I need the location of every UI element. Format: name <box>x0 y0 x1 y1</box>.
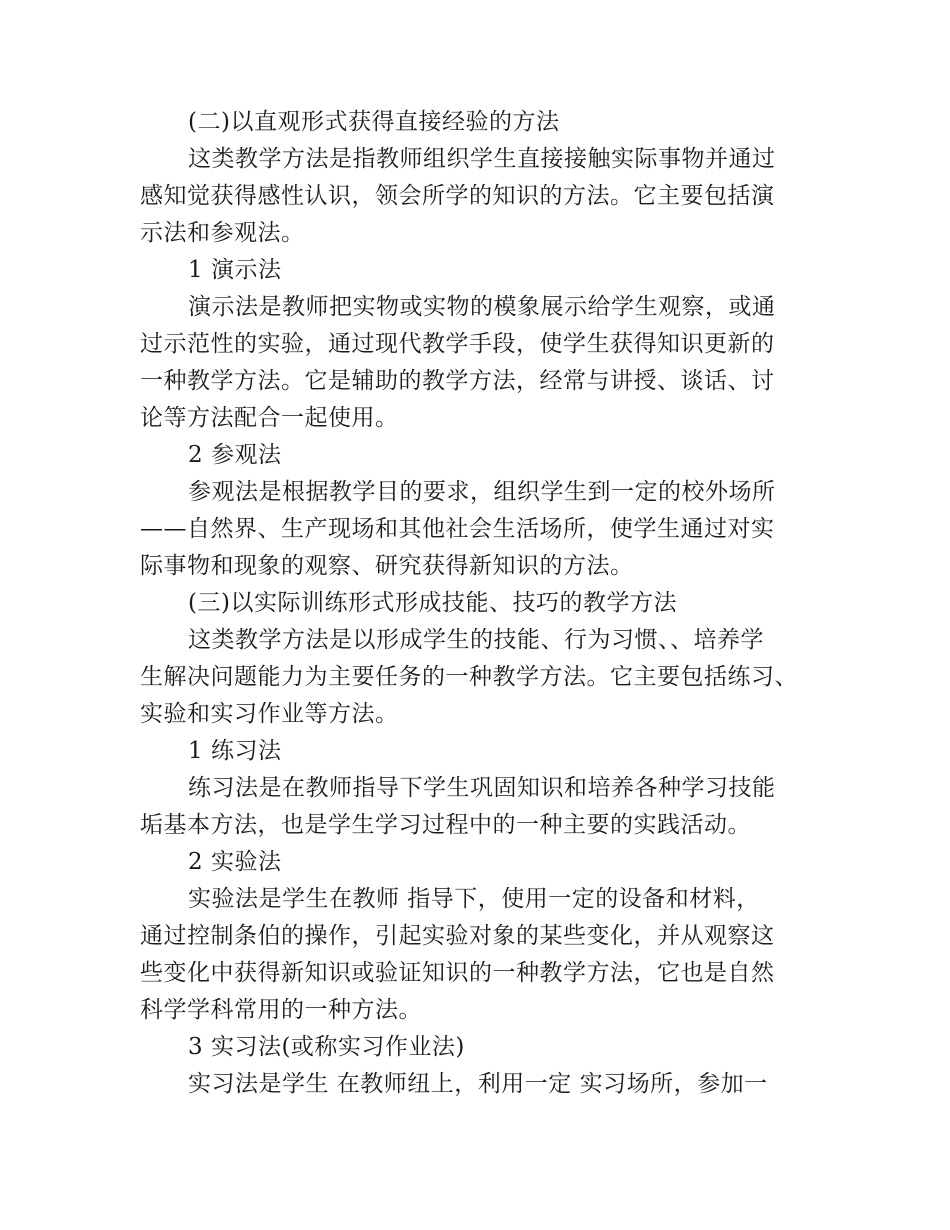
paragraph-line: 通过控制条伯的操作，引起实验对象的某些变化，并从观察这 <box>140 923 775 949</box>
subheading-demonstration: 1 演示法 <box>188 257 282 283</box>
subheading-visit: 2 参观法 <box>188 442 282 468</box>
paragraph-line: ——自然界、生产现场和其他社会生活场所，使学生通过对实 <box>140 516 775 542</box>
paragraph-line: 示法和参观法。 <box>140 220 305 246</box>
paragraph-line: 参观法是根据教学目的要求，组织学生到一定的校外场所 <box>188 479 776 505</box>
heading-section-3: (三)以实际训练形式形成技能、技巧的教学方法 <box>188 590 677 616</box>
paragraph-line: 一种教学方法。它是辅助的教学方法，经常与讲授、谈话、讨 <box>140 368 775 394</box>
paragraph-line: 垢基本方法，也是学生学习过程中的一种主要的实践活动。 <box>140 812 751 838</box>
paragraph-line: 这类教学方法是以形成学生的技能、行为习惯、、培养学 <box>188 627 764 653</box>
subheading-experiment: 2 实验法 <box>188 849 282 875</box>
subheading-internship: 3 实习法(或称实习作业法) <box>188 1034 465 1060</box>
subheading-practice: 1 练习法 <box>188 738 282 764</box>
paragraph-line: 实习法是学生 在教师纽上，利用一定 实习场所，参加一 <box>188 1071 768 1097</box>
paragraph-line: 实验和实习作业等方法。 <box>140 701 399 727</box>
paragraph-line: 生解决问题能力为主要任务的一种教学方法。它主要包括练习、 <box>140 664 798 690</box>
paragraph-line: 感知觉获得感性认识，领会所学的知识的方法。它主要包括演 <box>140 183 775 209</box>
paragraph-line: 过示范性的实验，通过现代教学手段，使学生获得知识更新的 <box>140 331 775 357</box>
paragraph-line: 演示法是教师把实物或实物的模象展示给学生观察，或通 <box>188 294 776 320</box>
paragraph-line: 科学学科常用的一种方法。 <box>140 997 422 1023</box>
paragraph-line: 这类教学方法是指教师组织学生直接接触实际事物并通过 <box>188 146 776 172</box>
paragraph-line: 练习法是在教师指导下学生巩固知识和培养各种学习技能 <box>188 775 776 801</box>
paragraph-line: 些变化中获得新知识或验证知识的一种教学方法，它也是自然 <box>140 960 775 986</box>
paragraph-line: 际事物和现象的观察、研究获得新知识的方法。 <box>140 553 634 579</box>
paragraph-line: 论等方法配合一起使用。 <box>140 405 399 431</box>
paragraph-line: 实验法是学生在教师 指导下，使用一定的设备和材料， <box>188 886 760 912</box>
heading-section-2: (二)以直观形式获得直接经验的方法 <box>188 109 560 135</box>
